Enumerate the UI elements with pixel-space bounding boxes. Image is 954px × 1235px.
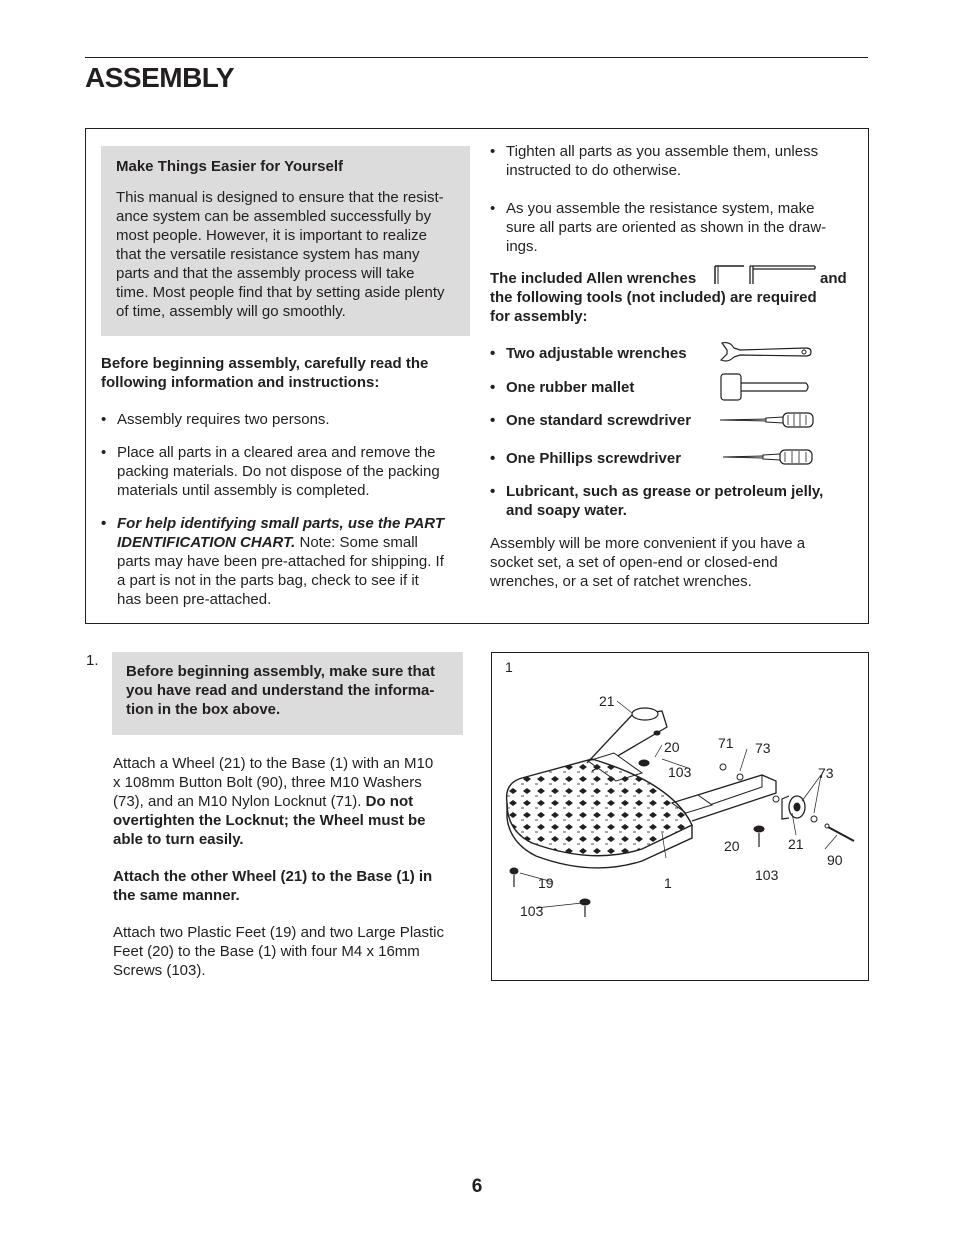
step-line: the same manner. xyxy=(113,887,240,904)
tools-intro-line2: the following tools (not included) are required xyxy=(490,289,817,306)
easier-line: of time, assembly will go smoothly. xyxy=(116,303,346,320)
base-wheel-drawing xyxy=(492,653,868,980)
bullet-line: Tighten all parts as you assemble them, unless xyxy=(506,143,819,160)
callout-21: 21 xyxy=(788,836,804,852)
callout-90: 90 xyxy=(827,852,843,868)
bullet-dot: • xyxy=(490,345,496,362)
top-rule xyxy=(85,57,868,58)
bullet-line: a part is not in the parts bag, check to see if it xyxy=(117,572,419,589)
step-line: Attach a Wheel (21) to the Base (1) with an M10 xyxy=(113,755,434,772)
bullet-line: As you assemble the resistance system, make xyxy=(506,200,815,217)
step-line-bold: Do not xyxy=(365,793,414,810)
allen-wrench-icon xyxy=(712,262,817,286)
bullet-dot: • xyxy=(490,483,496,500)
bullet-dot: • xyxy=(101,515,107,532)
phillips-screwdriver-icon xyxy=(718,447,818,467)
rubber-mallet-icon xyxy=(718,371,814,403)
callout-21: 21 xyxy=(599,693,615,709)
bullet-dot: • xyxy=(490,143,496,160)
callout-19: 19 xyxy=(538,875,554,891)
step-paragraph-3 xyxy=(113,923,444,980)
step-note-line: tion in the box above. xyxy=(126,701,281,718)
tools-intro-part2: and xyxy=(820,270,847,287)
callout-103: 103 xyxy=(520,903,544,919)
tools-intro-line3: for assembly: xyxy=(490,308,588,325)
step-line-bold: able to turn easily. xyxy=(113,831,244,848)
bullet-dot: • xyxy=(101,411,107,428)
adjustable-wrench-icon xyxy=(718,340,814,364)
step-note-text xyxy=(126,662,435,719)
convenient-line: wrenches, or a set of ratchet wrenches. xyxy=(490,573,752,590)
bullet-text xyxy=(117,514,444,609)
step-number: 1. xyxy=(86,652,99,669)
easier-box xyxy=(101,146,470,336)
assembly-diagram xyxy=(491,652,869,981)
bullet-line: parts may have been pre-attached for shipping. If xyxy=(117,553,444,570)
callout-1: 1 xyxy=(664,875,672,891)
part-chart-bold: IDENTIFICATION CHART. xyxy=(117,534,296,551)
step-note-box xyxy=(112,652,463,735)
tool-label: One Phillips screwdriver xyxy=(506,450,682,467)
step-line-bold: overtighten the Locknut; the Wheel must be xyxy=(113,812,426,829)
callout-103: 103 xyxy=(668,764,692,780)
callout-103: 103 xyxy=(755,867,779,883)
callout-20: 20 xyxy=(664,739,680,755)
step-line: Attach the other Wheel (21) to the Base (1) in xyxy=(113,868,433,885)
page-heading: ASSEMBLY xyxy=(85,62,235,93)
tool-label: Two adjustable wrenches xyxy=(506,345,687,362)
bullet-line: materials until assembly is completed. xyxy=(117,482,370,499)
easier-line: parts and that the assembly process will take xyxy=(116,265,415,282)
callout-20: 20 xyxy=(724,838,740,854)
convenient-line: socket set, a set of open-end or closed-end xyxy=(490,554,778,571)
callout-73: 73 xyxy=(755,740,771,756)
bullet-line: Note: Some small xyxy=(295,534,418,551)
easier-line: time. Most people find that by setting aside plenty xyxy=(116,284,445,301)
bullet-text xyxy=(506,142,818,180)
convenient-note xyxy=(490,534,805,591)
step-line: Screws (103). xyxy=(113,962,206,979)
tools-intro-part1: The included Allen wrenches xyxy=(490,270,697,287)
callout-71: 71 xyxy=(718,735,734,751)
diagram-step-number: 1 xyxy=(505,659,513,675)
bullet-line: has been pre-attached. xyxy=(117,591,272,608)
standard-screwdriver-icon xyxy=(718,410,818,430)
before-heading-line: following information and instructions: xyxy=(101,374,380,391)
step-line: x 108mm Button Bolt (90), three M10 Washers xyxy=(113,774,422,791)
bullet-line: instructed to do otherwise. xyxy=(506,162,682,179)
convenient-line: Assembly will be more convenient if you have a xyxy=(490,535,806,552)
bullet-line: Place all parts in a cleared area and remove the xyxy=(117,444,436,461)
step-paragraph-2 xyxy=(113,867,432,905)
easier-line: ance system can be assembled successfully by xyxy=(116,208,432,225)
bullet-line: Lubricant, such as grease or petroleum jelly, xyxy=(506,483,824,500)
part-chart-bold: For help identifying small parts, use the PART xyxy=(117,515,444,532)
easier-line: that the versatile resistance system has many xyxy=(116,246,420,263)
bullet-dot: • xyxy=(490,412,496,429)
bullet-dot: • xyxy=(490,379,496,396)
step-note-line: Before beginning assembly, make sure that xyxy=(126,663,435,680)
bullet-line: ings. xyxy=(506,238,538,255)
page-number: 6 xyxy=(471,1176,483,1197)
bullet-line: and soapy water. xyxy=(506,502,627,519)
easier-line: most people. However, it is important to realize xyxy=(116,227,427,244)
bullet-line: packing materials. Do not dispose of the packing xyxy=(117,463,440,480)
easier-line: This manual is designed to ensure that the resist- xyxy=(116,189,444,206)
step-note-line: you have read and understand the informa- xyxy=(126,682,435,699)
tool-label: One standard screwdriver xyxy=(506,412,692,429)
bullet-dot: • xyxy=(490,450,496,467)
bullet-text: Assembly requires two persons. xyxy=(117,411,330,428)
bullet-text xyxy=(506,482,823,520)
bullet-text xyxy=(506,199,826,256)
bullet-text xyxy=(117,443,440,500)
bullet-dot: • xyxy=(490,200,496,217)
easier-box-title: Make Things Easier for Yourself xyxy=(116,158,344,175)
callout-73: 73 xyxy=(818,765,834,781)
bullet-dot: • xyxy=(101,444,107,461)
easier-box-body xyxy=(116,188,445,321)
tool-label: One rubber mallet xyxy=(506,379,635,396)
bullet-line: sure all parts are oriented as shown in the draw- xyxy=(506,219,827,236)
before-heading xyxy=(101,354,428,392)
step-line: Attach two Plastic Feet (19) and two Large Plastic xyxy=(113,924,444,941)
step-paragraph-1 xyxy=(113,754,433,849)
step-line: Feet (20) to the Base (1) with four M4 x 16mm xyxy=(113,943,420,960)
before-heading-line: Before beginning assembly, carefully read the xyxy=(101,355,429,372)
step-line: (73), and an M10 Nylon Locknut (71). xyxy=(113,793,366,810)
